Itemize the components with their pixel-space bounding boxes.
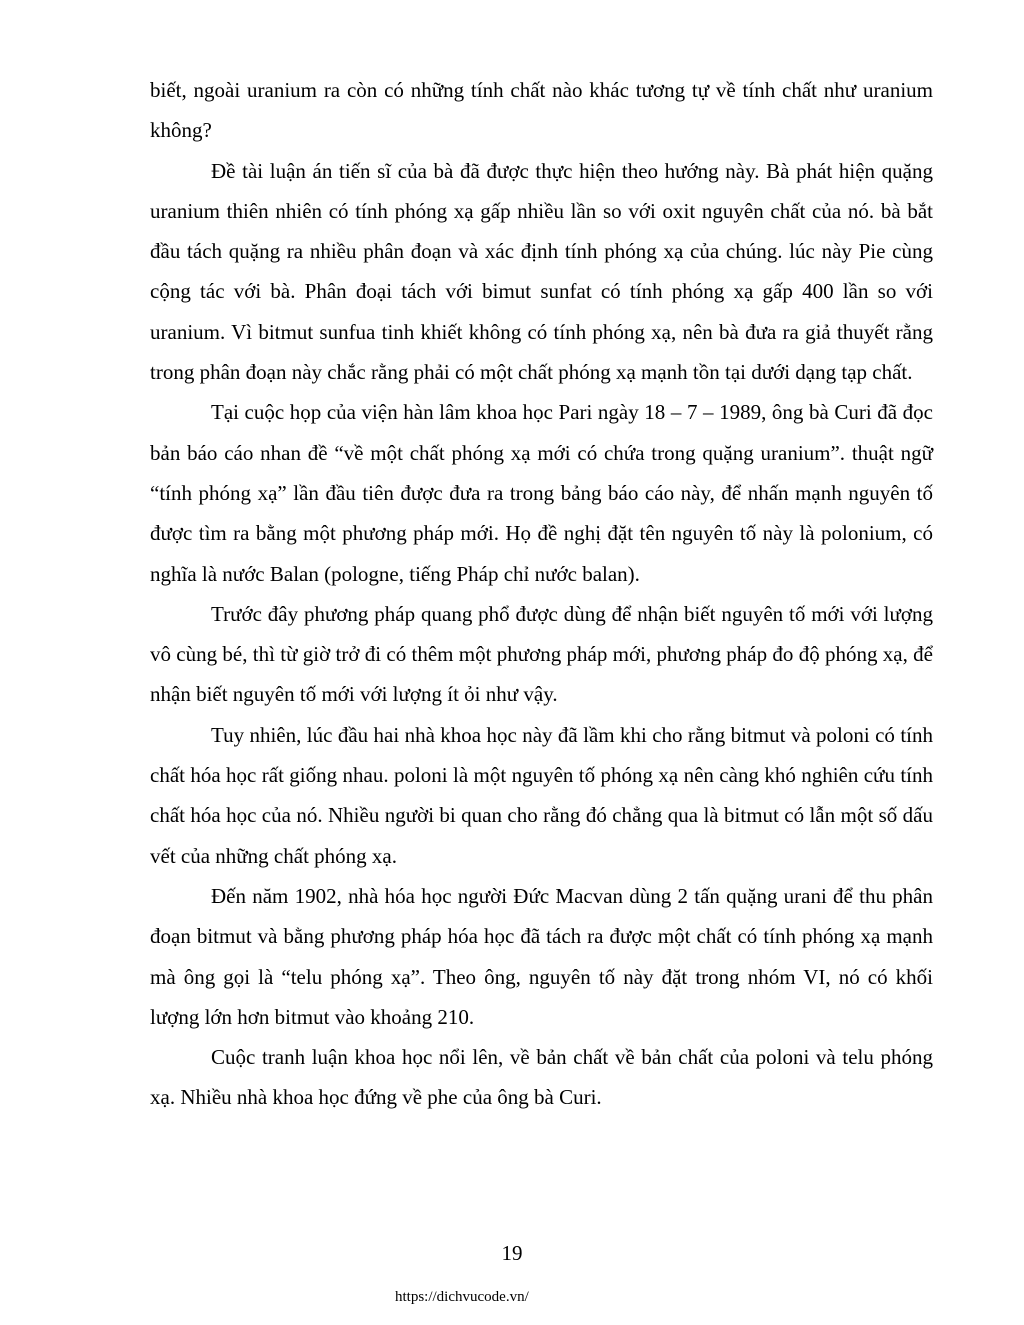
paragraph-debate: Cuộc tranh luận khoa học nổi lên, về bản chất về bản chất của poloni và telu phóng xạ. Nhiều nhà khoa học đứng về phe của ông bà Curi. [150,1045,933,1110]
paragraph-marckwald: Đến năm 1902, nhà hóa học người Đức Macvan dùng 2 tấn quặng urani để thu phân đoạn bitmut và bằng phương pháp hóa học đã tách ra được một chất có tính phóng xạ mạnh mà ông gọi là “telu phóng xạ”. Theo ông, nguyên tố này đặt trong nhóm VI, nó có khối lượng lớn hơn bitmut vào khoảng 210. [150,883,933,1029]
footer-url-link[interactable]: https://dichvucode.vn/ [395,1289,529,1305]
paragraph-academy-meeting: Tại cuộc họp của viện hàn lâm khoa học Pari ngày 18 – 7 – 1989, ông bà Curi đã đọc bản báo cáo nhan đề “về một chất phóng xạ mới có chứa trong quặng uranium”. thuật ngữ “tính phóng xạ” lần đầu tiên được đưa ra trong bảng báo cáo này, để nhấn mạnh nguyên tố được tìm ra bằng một phương pháp mới. Họ đề nghị đặt tên nguyên tố này là polonium, có nghĩa là nước Balan (pologne, tiếng Pháp chỉ nước balan). [150,400,933,586]
page-number: 19 [501,1241,523,1265]
paragraph-continuation: biết, ngoài uranium ra còn có những tính chất nào khác tương tự về tính chất như uranium không? [150,78,933,143]
paragraph-thesis: Đề tài luận án tiến sĩ của bà đã được thực hiện theo hướng này. Bà phát hiện quặng uranium thiên nhiên có tính phóng xạ gấp nhiều lần so với oxit nguyên chất của nó. bà bắt đầu tách quặng ra nhiều phân đoạn và xác định tính phóng xạ của chúng. lúc này Pie cùng cộng tác với bà. Phân đoại tách với bimut sunfat có tính phóng xạ gấp 400 lần so với uranium. Vì bitmut sunfua tinh khiết không có tính phóng xạ, nên bà đưa ra giả thuyết rằng trong phân đoạn này chắc rằng phải có một chất phóng xạ mạnh tồn tại dưới dạng tạp chất. [150,158,933,385]
paragraph-spectroscopy: Trước đây phương pháp quang phổ được dùng để nhận biết nguyên tố mới với lượng vô cùng bé, thì từ giờ trở đi có thêm một phương pháp mới, phương pháp đo độ phóng xạ, để nhận biết nguyên tố mới với lượng ít ỏi như vậy. [150,601,933,707]
paragraph-bismuth-polonium: Tuy nhiên, lúc đầu hai nhà khoa học này đã lầm khi cho rằng bitmut và poloni có tính chất hóa học rất giống nhau. poloni là một nguyên tố phóng xạ nên càng khó nghiên cứu tính chất hóa học của nó. Nhiều người bi quan cho rằng đó chẳng qua là bitmut có lẫn một số dấu vết của những chất phóng xạ. [150,722,933,868]
document-body [150,70,933,1118]
